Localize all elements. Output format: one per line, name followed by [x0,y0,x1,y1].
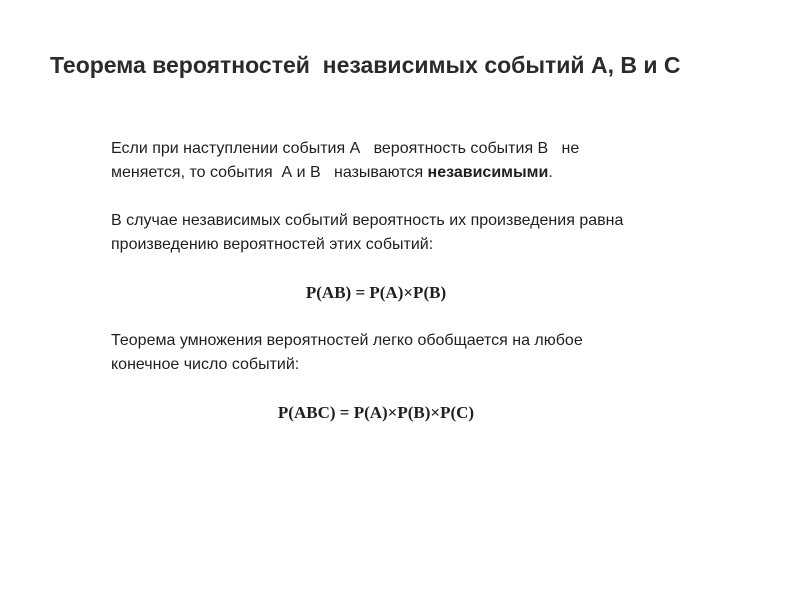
formula-two-events: Р(АВ) = Р(А)×Р(В) [305,283,447,302]
spacer [111,185,711,209]
independence-definition [111,137,711,185]
product-probability-text [111,209,711,257]
spacer [111,257,711,281]
slide-content [111,137,711,425]
generalization-line-2: конечное число событий: [111,356,300,373]
definition-line-2-start: меняется, то события А и В называются [111,164,428,181]
product-line-1: В случае независимых событий вероятность их произведения равна [111,212,624,229]
generalization-line-1: Теорема умножения вероятностей легко обобщается на любое [111,332,583,349]
product-line-2: произведению вероятностей этих событий: [111,236,434,253]
definition-line-1: Если при наступлении события А вероятность события В не [111,140,580,157]
slide-title: Теорема вероятностей независимых событий А, В и С [50,52,681,78]
definition-term-independent: независимыми [427,164,549,181]
spacer [111,377,711,401]
definition-line-2-end: . [548,164,553,181]
formula-three-events: Р(АВС) = Р(А)×Р(В)×Р(С) [277,403,475,422]
spacer [111,305,711,329]
generalization-text [111,329,711,377]
